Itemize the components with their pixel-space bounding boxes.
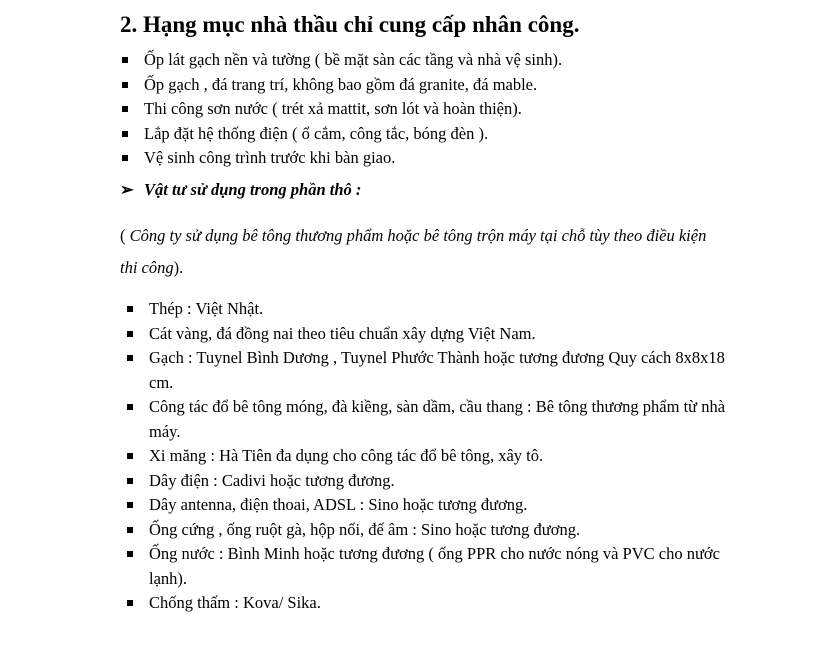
list-item-text: Thi công sơn nước ( trét xả mattit, sơn lót và hoàn thiện).	[144, 99, 522, 118]
list-item	[122, 73, 562, 98]
list-item	[122, 97, 562, 122]
list-item	[127, 322, 727, 347]
square-bullet-icon	[127, 600, 133, 606]
materials-subheading	[120, 178, 361, 202]
concrete-note	[120, 220, 720, 284]
list-item	[127, 346, 727, 395]
list-item-text: Vệ sinh công trình trước khi bàn giao.	[144, 148, 396, 167]
square-bullet-icon	[122, 155, 128, 161]
list-item	[127, 395, 727, 444]
arrow-bullet-icon: ➢	[120, 180, 134, 199]
materials-list	[127, 297, 727, 616]
list-item-text: Công tác đổ bê tông móng, đà kiềng, sàn dầm, cầu thang : Bê tông thương phẩm từ nhà máy.	[149, 397, 726, 441]
list-item	[127, 444, 727, 469]
labor-items-list	[122, 48, 562, 171]
square-bullet-icon	[122, 131, 128, 137]
list-item-text: Dây antenna, điện thoai, ADSL : Sino hoặc tương đương.	[149, 495, 528, 514]
square-bullet-icon	[127, 306, 133, 312]
list-item	[127, 542, 727, 591]
list-item	[127, 518, 727, 543]
square-bullet-icon	[127, 453, 133, 459]
list-item-text: Dây điện : Cadivi hoặc tương đương.	[149, 470, 395, 490]
list-item-text: Ống cứng , ống ruột gà, hộp nối, đế âm : Sino hoặc tương đương.	[149, 519, 581, 539]
note-close-paren: ).	[173, 258, 184, 277]
note-open-paren: (	[120, 226, 130, 245]
list-item	[127, 297, 727, 322]
list-item-text: Xi măng : Hà Tiên đa dụng cho công tác đổ bê tông, xây tô.	[149, 446, 544, 465]
note-body: Công ty sử dụng bê tông thương phẩm hoặc bê tông trộn máy tại chỗ tùy theo điều kiện thi công	[120, 226, 707, 277]
square-bullet-icon	[127, 502, 133, 508]
square-bullet-icon	[127, 527, 133, 533]
square-bullet-icon	[127, 331, 133, 337]
list-item-text: Ốp gạch , đá trang trí, không bao gồm đá granite, đá mable.	[144, 74, 538, 94]
section-heading: 2. Hạng mục nhà thầu chỉ cung cấp nhân công.	[120, 12, 580, 37]
list-item-text: Chống thấm : Kova/ Sika.	[149, 593, 321, 612]
square-bullet-icon	[127, 551, 133, 557]
square-bullet-icon	[122, 82, 128, 88]
list-item-text: Cát vàng, đá đồng nai theo tiêu chuẩn xây dựng Việt Nam.	[149, 323, 536, 343]
list-item-text: Gạch : Tuynel Bình Dương , Tuynel Phước Thành hoặc tương đương Quy cách 8x8x18 cm.	[149, 348, 725, 392]
list-item-text: Thép : Việt Nhật.	[149, 299, 264, 318]
list-item	[122, 146, 562, 171]
list-item-text: Ốp lát gạch nền và tường ( bề mặt sàn các tầng và nhà vệ sinh).	[144, 50, 563, 69]
square-bullet-icon	[127, 404, 133, 410]
list-item	[127, 591, 727, 616]
list-item	[122, 48, 562, 73]
square-bullet-icon	[122, 57, 128, 63]
list-item-text: Lắp đặt hệ thống điện ( ổ cắm, công tắc, bóng đèn ).	[144, 123, 489, 143]
subheading-text: Vật tư sử dụng trong phần thô :	[144, 180, 362, 199]
square-bullet-icon	[127, 478, 133, 484]
list-item	[127, 493, 727, 518]
list-item	[127, 469, 727, 494]
list-item	[122, 122, 562, 147]
list-item-text: Ống nước : Bình Minh hoặc tương đương ( ống PPR cho nước nóng và PVC cho nước lạnh).	[149, 544, 720, 588]
square-bullet-icon	[122, 106, 128, 112]
square-bullet-icon	[127, 355, 133, 361]
